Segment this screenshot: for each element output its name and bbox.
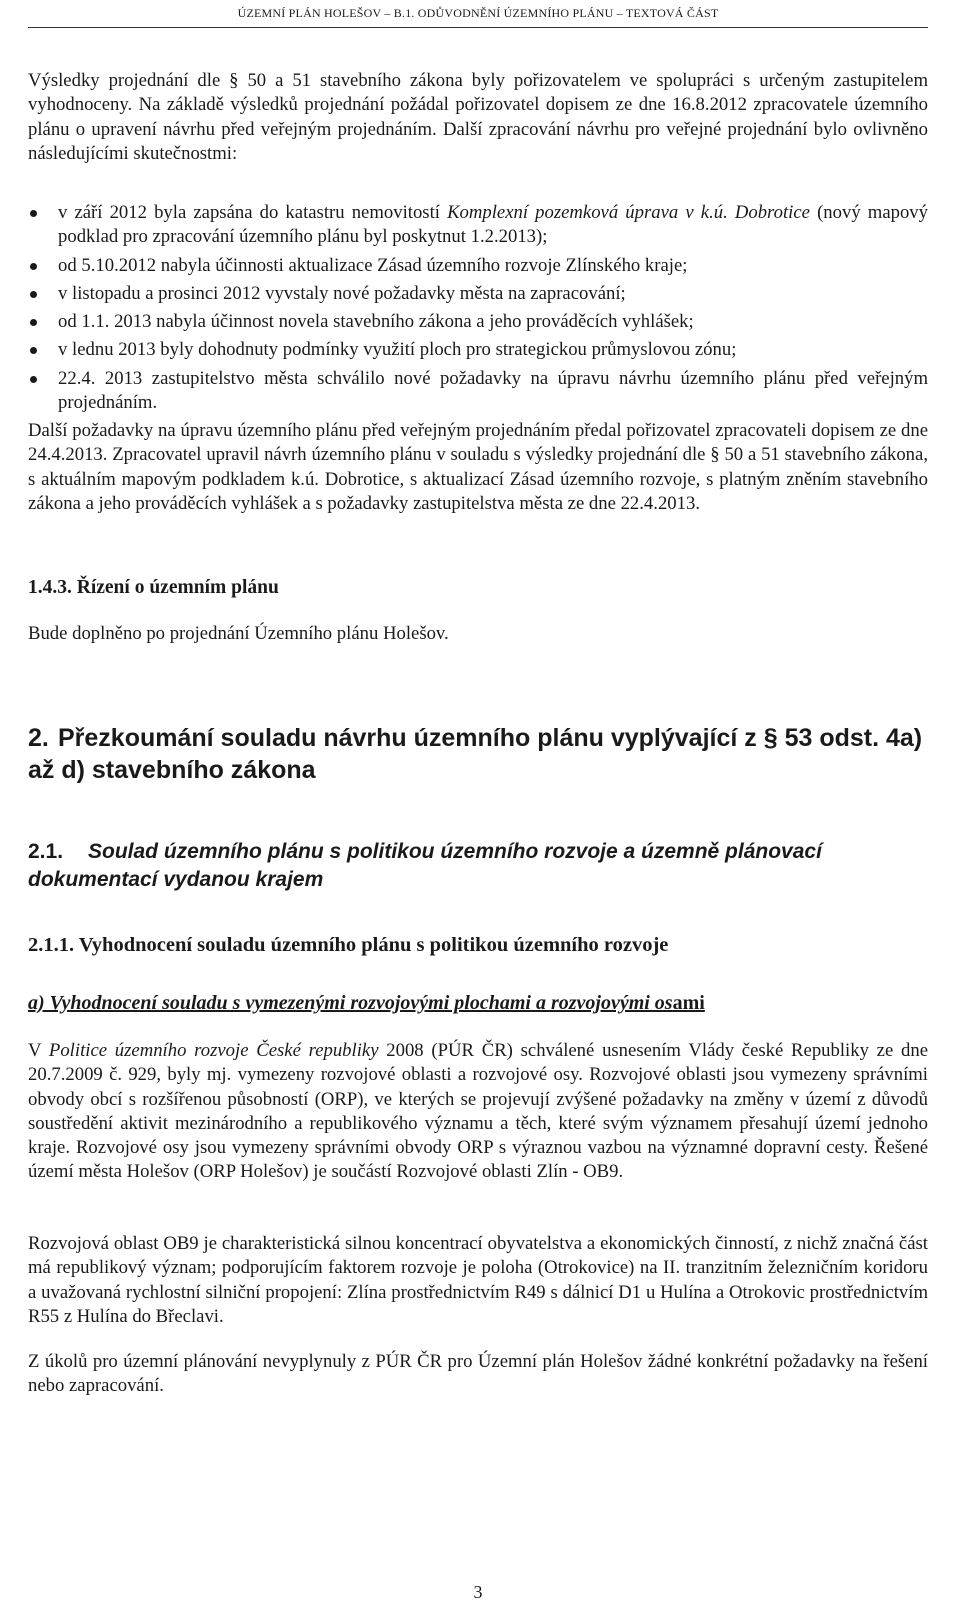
section-heading-2-1 bbox=[28, 838, 848, 894]
body-paragraph: Bude doplněno po projednání Územního plánu Holešov. bbox=[28, 623, 449, 644]
list-item: od 5.10.2012 nabyla účinnosti aktualizace Zásad územního rozvoje Zlínského kraje; bbox=[28, 254, 928, 278]
page-number: 3 bbox=[473, 1582, 483, 1602]
list-item: od 1.1. 2013 nabyla účinnost novela stavebního zákona a jeho prováděcích vyhlášek; bbox=[28, 310, 928, 334]
body-paragraph: V Politice územního rozvoje České republiky 2008 (PÚR ČR) schválené usnesením Vlády české Republiky ze dne 20.7.2009 č. 929, byly mj. vymezeny rozvojové oblasti a rozvojové osy. Rozvojové oblasti jsou vymezeny správními obvody obcí s rozšířenou působností (ORP), ve kterých se projevují zvýšené požadavky na změny v území z důvodů soustředění aktivit mezinárodního a republikového významu a těch, které svým významem přesahují území jednoho kraje. Rozvojové osy jsou vymezeny správními obvody ORP s výraznou vazbou na významné dopravní cesty. Řešené území města Holešov (ORP Holešov) je součástí Rozvojové oblasti Zlín - OB9. bbox=[28, 1040, 928, 1183]
running-header: ÚZEMNÍ PLÁN HOLEŠOV – B.1. ODŮVODNĚNÍ ÚZEMNÍHO PLÁNU – TEXTOVÁ ČÁST bbox=[237, 6, 719, 20]
section-heading-2-1-1: 2.1.1. Vyhodnocení souladu územního plánu s politikou územního rozvoje bbox=[28, 934, 669, 956]
body-paragraph: Z úkolů pro územní plánování nevyplynuly z PÚR ČR pro Územní plán Holešov žádné konkrétní požadavky na řešení nebo zapracování. bbox=[28, 1351, 928, 1397]
list-item: v listopadu a prosinci 2012 vyvstaly nové požadavky města na zapracování; bbox=[28, 282, 928, 306]
subsection-heading-a: a) Vyhodnocení souladu s vymezenými rozvojovými plochami a rozvojovými osami bbox=[28, 992, 705, 1014]
list-item: v září 2012 byla zapsána do katastru nemovitostí Komplexní pozemková úprava v k.ú. Dobrotice (nový mapový podklad pro zpracování územního plánu byl poskytnut 1.2.2013); bbox=[28, 201, 928, 250]
intro-paragraph: Výsledky projednání dle § 50 a 51 stavebního zákona byly pořizovatelem ve spolupráci s určeným zastupitelem vyhodnoceny. Na základě výsledků projednání požádal pořizovatel dopisem ze dne 16.8.2012 zpracovatele územního plánu o upravení návrhu před veřejným projednáním. Další zpracování návrhu pro veřejné projednání bylo ovlivněno následujícími skutečnostmi: bbox=[28, 70, 928, 164]
section-heading-1-4-3: 1.4.3. Řízení o územním plánu bbox=[28, 577, 279, 598]
heading-text: Soulad územního plánu s politikou územního rozvoje a územně plánovací dokumentací vydanou krajem bbox=[28, 840, 822, 891]
body-paragraph: Další požadavky na úpravu územního plánu před veřejným projednáním předal pořizovatel zpracovateli dopisem ze dne 24.4.2013. Zpracovatel upravil návrh územního plánu v souladu s výsledky projednání dle § 50 a 51 stavebního zákona, s aktuálním mapovým podkladem k.ú. Dobrotice, s aktualizací Zásad územního rozvoje, s platným zněním stavebního zákona a jeho prováděcích vyhlášek a s požadavky zastupitelstva města ze dne 22.4.2013. bbox=[28, 420, 928, 514]
bullet-list bbox=[28, 201, 928, 415]
list-item: v lednu 2013 byly dohodnuty podmínky využití ploch pro strategickou průmyslovou zónu; bbox=[28, 338, 928, 362]
chapter-heading-2 bbox=[28, 722, 928, 786]
list-item: 22.4. 2013 zastupitelstvo města schválilo nové požadavky na úpravu návrhu územního plánu před veřejným projednáním. bbox=[28, 367, 928, 416]
body-paragraph: Rozvojová oblast OB9 je charakteristická silnou koncentrací obyvatelstva a ekonomických činností, z nichž značná část má republikový význam; podporujícím faktorem rozvoje je poloha (Otrokovice) na II. tranzitním železničním koridoru a uvažovaná rychlostní silniční propojení: Zlína prostřednictvím R49 s dálnicí D1 u Hulína a Otrokovic prostřednictvím R55 z Hulína do Břeclavi. bbox=[28, 1233, 928, 1327]
header-divider bbox=[28, 27, 928, 28]
heading-text: Přezkoumání souladu návrhu územního plánu vyplývající z § 53 odst. 4a) až d) stavebního zákona bbox=[28, 724, 923, 784]
heading-number: 2. bbox=[28, 724, 49, 752]
heading-number: 2.1. bbox=[28, 840, 64, 863]
